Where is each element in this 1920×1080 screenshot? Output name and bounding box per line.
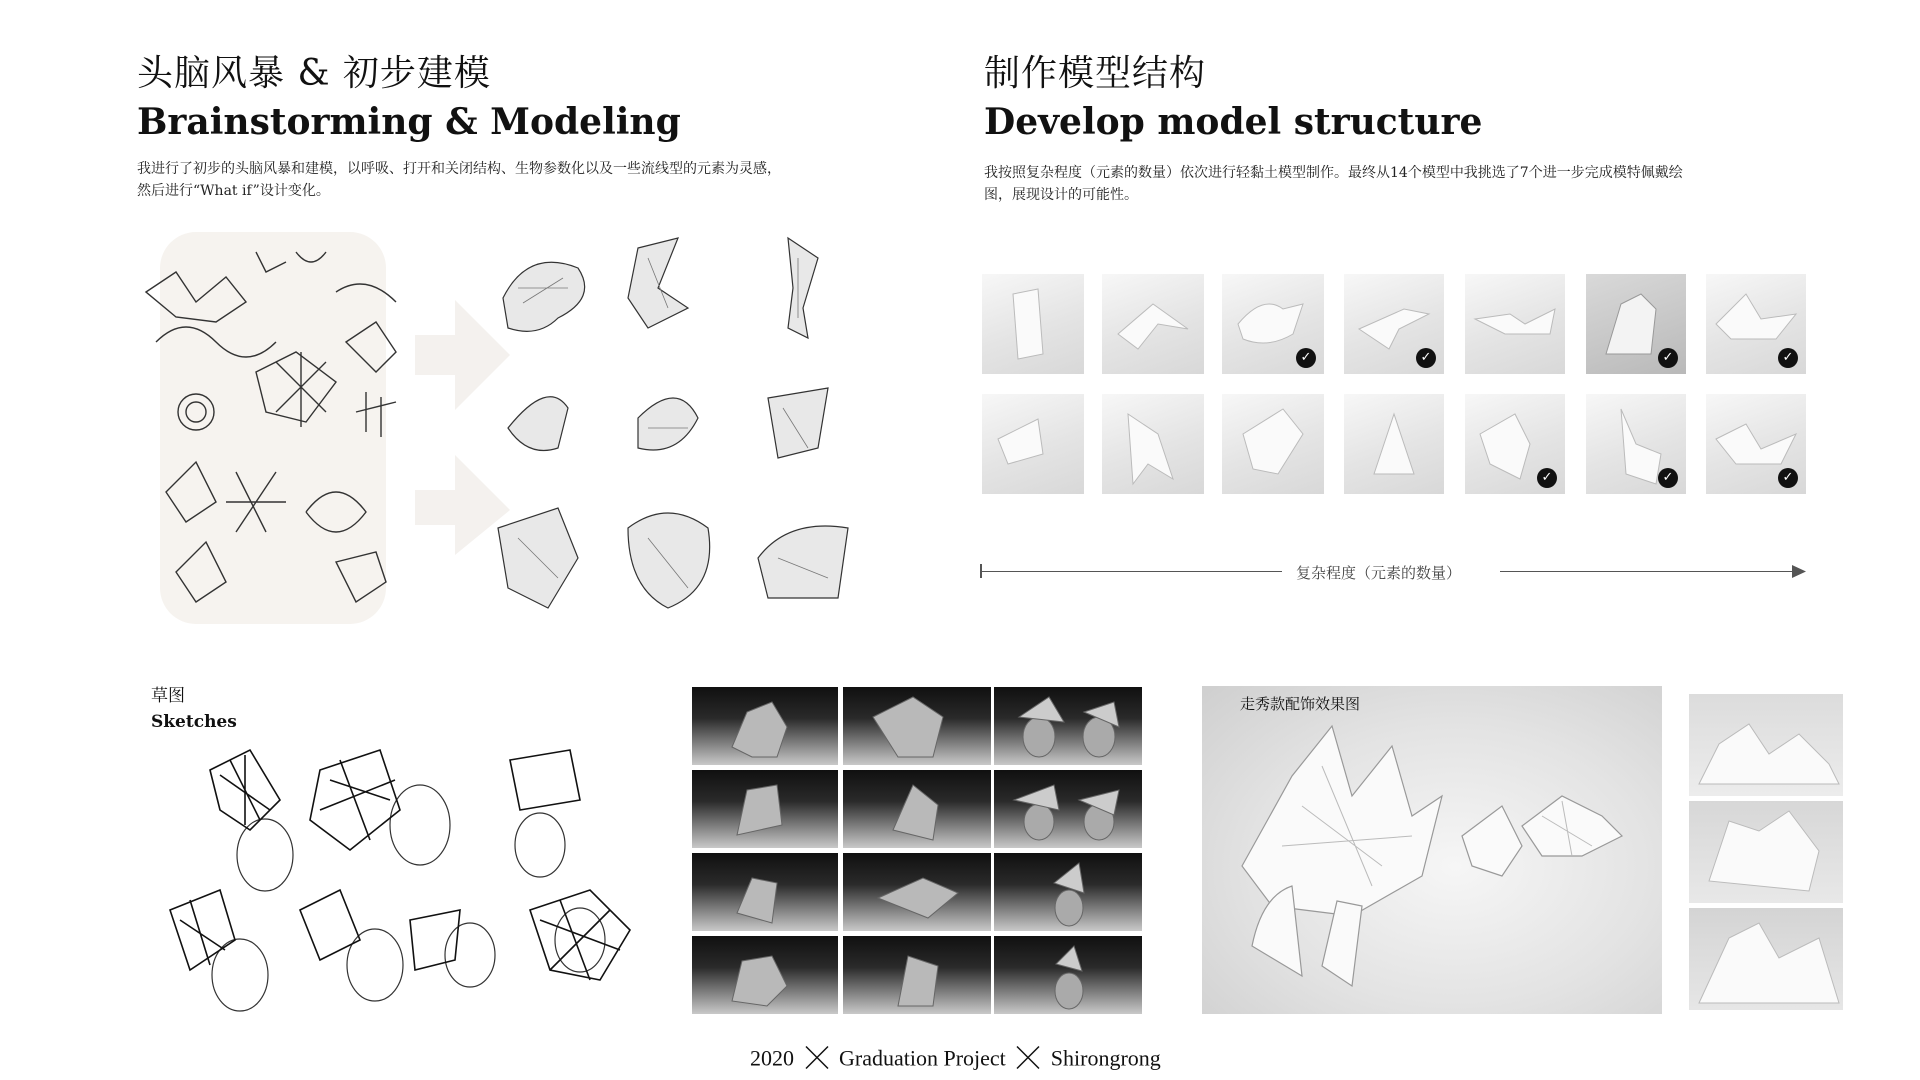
model-6 xyxy=(768,388,828,458)
clay-model-photo xyxy=(1706,274,1806,374)
model-photo xyxy=(1689,801,1843,903)
render-label: 走秀款配饰效果图 xyxy=(1240,695,1361,713)
render-thumbnail xyxy=(994,687,1142,765)
brainstorm-title-zh: 头脑风暴 & 初步建模 xyxy=(137,53,491,94)
render-thumbnail xyxy=(692,770,838,848)
model-4 xyxy=(508,397,568,451)
selected-check-icon: ✓ xyxy=(1537,468,1557,488)
axis-line-right xyxy=(1500,571,1796,572)
model-8 xyxy=(628,513,710,608)
render-thumbnail xyxy=(994,770,1142,848)
clay-model-photo xyxy=(1344,274,1444,374)
sketches-title-en: Sketches xyxy=(151,712,237,732)
clay-model-photo xyxy=(1465,274,1565,374)
footer-year: 2020 xyxy=(750,1045,794,1071)
clay-model-photo xyxy=(982,394,1084,494)
model-9 xyxy=(758,526,848,598)
axis-label: 复杂程度（元素的数量） xyxy=(1296,564,1462,582)
brainstorm-description xyxy=(137,158,897,202)
develop-title-zh: 制作模型结构 xyxy=(984,53,1207,94)
brainstorm-desc-line2: 然后进行“What if”设计变化。 xyxy=(137,183,330,199)
axis-line-left xyxy=(982,571,1282,572)
footer xyxy=(750,1045,1161,1072)
selected-check-icon: ✓ xyxy=(1778,468,1798,488)
develop-title-en: Develop model structure xyxy=(984,101,1483,143)
sketches-title-zh: 草图 xyxy=(151,686,185,706)
brainstorm-doodles xyxy=(136,232,416,632)
selected-check-icon: ✓ xyxy=(1416,348,1436,368)
selected-check-icon: ✓ xyxy=(1658,348,1678,368)
clay-model-photo xyxy=(1222,274,1324,374)
render-thumbnail xyxy=(994,936,1142,1014)
clay-model-photo xyxy=(982,274,1084,374)
render-thumbnail xyxy=(843,853,991,931)
render-thumbnail xyxy=(692,853,838,931)
axis-start-tick xyxy=(980,564,982,578)
model-photo xyxy=(1689,908,1843,1010)
develop-desc-line2: 图，展现设计的可能性。 xyxy=(984,187,1138,203)
render-thumbnail xyxy=(843,770,991,848)
selected-check-icon: ✓ xyxy=(1778,348,1798,368)
footer-author: Shirongrong xyxy=(1050,1045,1161,1071)
develop-description xyxy=(984,162,1804,206)
selected-check-icon: ✓ xyxy=(1658,468,1678,488)
clay-model-photo xyxy=(1344,394,1444,494)
render-thumbnail xyxy=(692,687,838,765)
clay-model-photo xyxy=(1465,394,1565,494)
brainstorm-model-grid xyxy=(488,228,868,638)
cross-separator-icon xyxy=(804,1045,830,1071)
clay-model-photo xyxy=(1102,394,1204,494)
runway-accessory-render xyxy=(1202,686,1662,1014)
model-1 xyxy=(503,262,585,331)
brainstorm-desc-line1: 我进行了初步的头脑风暴和建模，以呼吸、打开和关闭结构、生物参数化以及一些流线型的元素为灵感， xyxy=(137,161,781,177)
render-thumbnail xyxy=(692,936,838,1014)
develop-desc-line1: 我按照复杂程度（元素的数量）依次进行轻黏土模型制作。最终从14个模型中我挑选了7个进一步完成模特佩戴绘 xyxy=(984,165,1683,181)
render-thumbnail xyxy=(994,853,1142,931)
clay-model-photo xyxy=(1222,394,1324,494)
clay-model-photo xyxy=(1706,394,1806,494)
brainstorm-title-en: Brainstorming & Modeling xyxy=(137,101,681,143)
model-3 xyxy=(788,238,818,338)
render-thumbnail xyxy=(843,687,991,765)
clay-model-photo xyxy=(1586,274,1686,374)
clay-model-photo xyxy=(1586,394,1686,494)
sketches-drawing xyxy=(150,740,650,1040)
footer-project: Graduation Project xyxy=(839,1045,1006,1071)
render-thumbnail xyxy=(843,936,991,1014)
model-photo xyxy=(1689,694,1843,796)
axis-arrow-head-icon xyxy=(1792,565,1806,578)
clay-model-photo xyxy=(1102,274,1204,374)
selected-check-icon: ✓ xyxy=(1296,348,1316,368)
model-5 xyxy=(638,398,698,450)
cross-separator-icon xyxy=(1015,1045,1041,1071)
